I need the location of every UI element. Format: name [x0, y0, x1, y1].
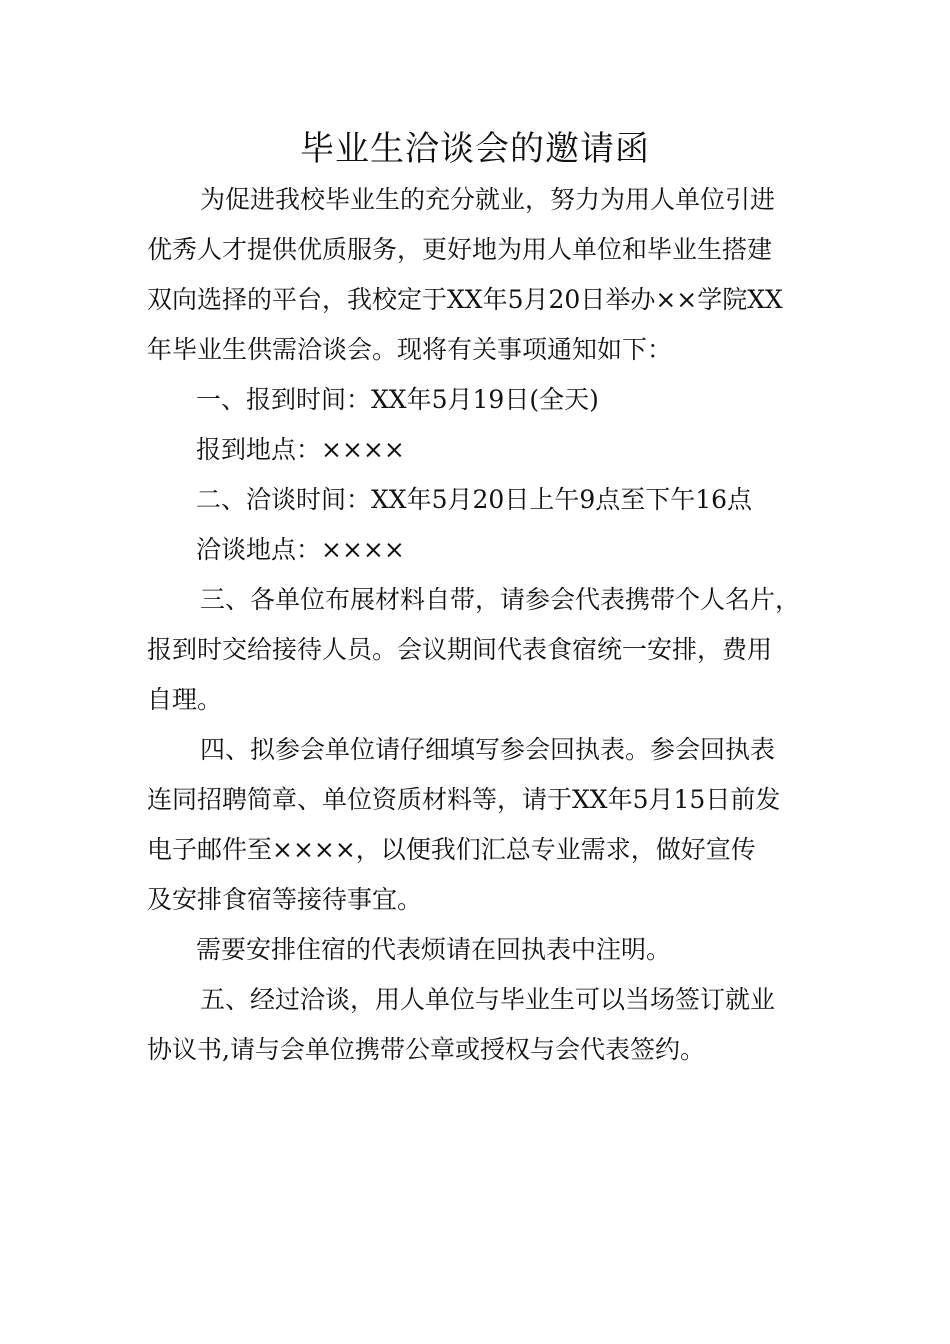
item-3-line-1: 三、各单位布展材料自带，请参会代表携带个人名片，	[200, 585, 801, 614]
item-4-line-4: 及安排食宿等接待事宜。	[147, 885, 423, 914]
item-2-time: 二、洽谈时间：XX年5月20日上午9点至下午16点	[196, 485, 753, 514]
document-title: 毕业生洽谈会的邀请函	[300, 129, 650, 169]
item-3-line-3: 自理。	[147, 685, 223, 714]
intro-line-2: 优秀人才提供优质服务，更好地为用人单位和毕业生搭建	[147, 235, 773, 264]
item-5-line-2: 协议书,请与会单位携带公章或授权与会代表签约。	[147, 1035, 705, 1064]
item-4-line-2: 连同招聘简章、单位资质材料等，请于XX年5月15日前发	[147, 785, 781, 814]
item-1-place: 报到地点：××××	[196, 435, 405, 464]
item-3-line-2: 报到时交给接待人员。会议期间代表食宿统一安排，费用	[147, 635, 773, 664]
item-1-time: 一、报到时间：XX年5月19日(全天)	[196, 385, 599, 414]
intro-line-1: 为促进我校毕业生的充分就业，努力为用人单位引进	[200, 185, 776, 214]
item-4-line-1: 四、拟参会单位请仔细填写参会回执表。参会回执表	[200, 735, 776, 764]
intro-line-4: 年毕业生供需洽谈会。现将有关事项通知如下：	[147, 335, 673, 364]
lodging-note: 需要安排住宿的代表烦请在回执表中注明。	[196, 935, 672, 964]
item-2-place: 洽谈地点：××××	[196, 535, 405, 564]
item-4-line-3: 电子邮件至××××，以便我们汇总专业需求，做好宣传	[147, 835, 756, 864]
item-5-line-1: 五、经过洽谈，用人单位与毕业生可以当场签订就业	[200, 985, 776, 1014]
intro-line-3: 双向选择的平台，我校定于XX年5月20日举办××学院XX	[147, 285, 783, 314]
